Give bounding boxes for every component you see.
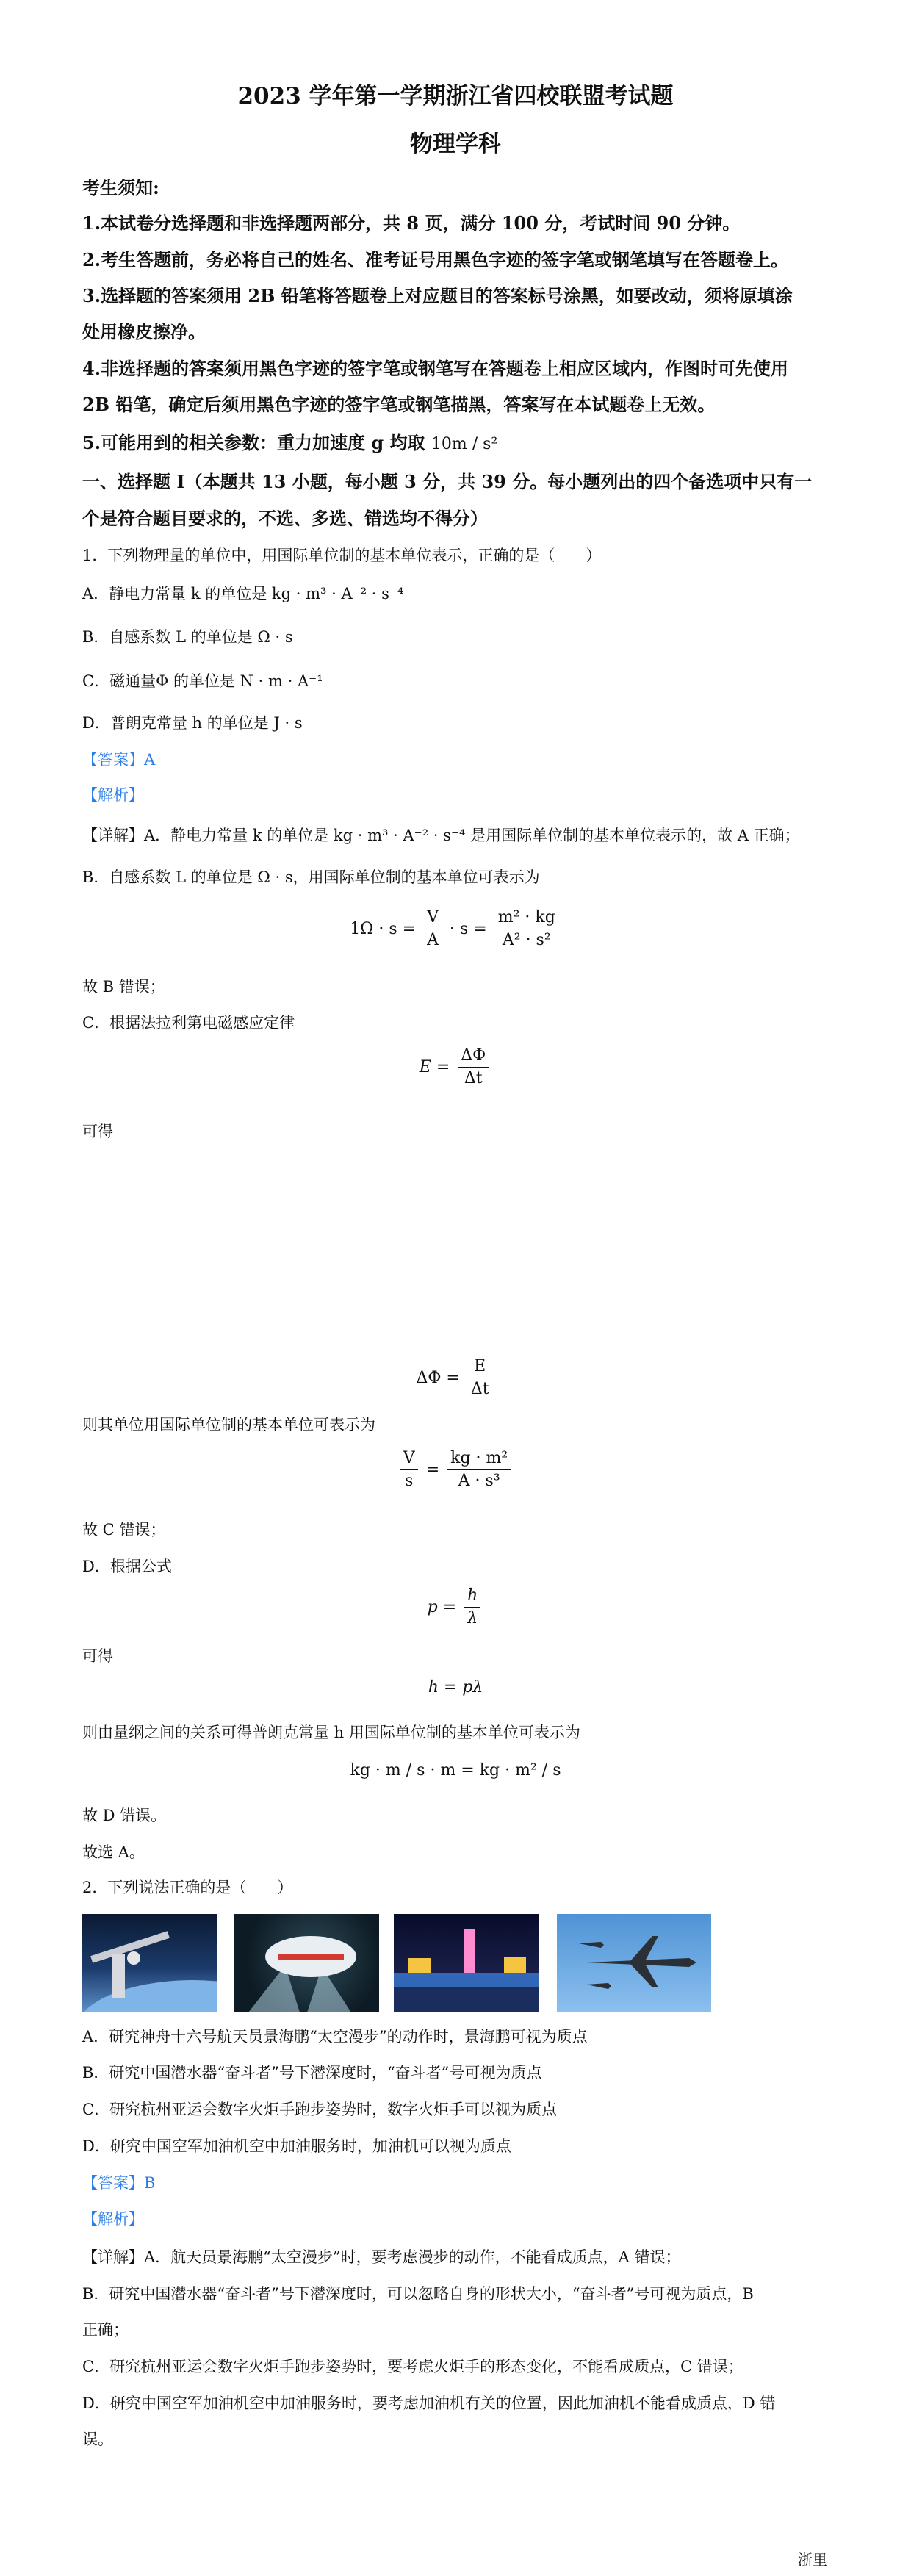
equation-faraday [0, 1046, 911, 1089]
equation-planck: h = pλ [428, 1678, 483, 1697]
gravity-value: 10m / s² [431, 435, 498, 453]
q1-analysis-label: 【解析】 [82, 786, 144, 804]
q2-option-d: D．研究中国空军加油机空中加油服务时，加油机可以视为质点 [82, 2137, 511, 2155]
notice-item-4-cont: 2B 铅笔，确定后须用黑色字迹的签字笔或钢笔描黑，答案写在本试题卷上无效。 [82, 394, 716, 415]
q1-option-c: C．磁通量Φ 的单位是 N · m · A⁻¹ [82, 672, 323, 690]
q1-d-intro: D．根据公式 [82, 1558, 172, 1575]
eq3-lhs: ΔΦ = [416, 1368, 460, 1387]
q1-c-wrong: 故 C 错误； [82, 1521, 166, 1539]
eq1-frac1-den: A [427, 931, 439, 950]
q1-c-unit: 则其单位用国际单位制的基本单位可表示为 [82, 1416, 375, 1433]
q1-d-unit: 则由量纲之间的关系可得普朗克常量 h 用国际单位制的基本单位可表示为 [82, 1724, 580, 1741]
footer-corner-text: 浙里 [798, 2551, 827, 2569]
notice-item-4: 4.非选择题的答案须用黑色字迹的签字笔或钢笔写在答题卷上相应区域内，作图时可先使用 [82, 358, 789, 379]
eq5-den: λ [467, 1609, 478, 1628]
eq1-mid: · s = [450, 919, 487, 938]
notice-item-2: 2.考生答题前，务必将自己的姓名、准考证号用黑色字迹的签字笔或钢笔填写在答题卷上。 [82, 249, 789, 270]
q1-choose: 故选 A。 [82, 1843, 145, 1861]
eq2-num: ΔΦ [458, 1046, 489, 1068]
eq4-equals: = [425, 1460, 440, 1479]
notice-item-3: 3.选择题的答案须用 2B 铅笔将答题卷上对应题目的答案标号涂黑，如要改动，须将原填涂 [82, 285, 793, 306]
q2-detail-a: 【详解】A．航天员景海鹏“太空漫步”时，要考虑漫步的动作，不能看成质点，A 错误； [82, 2248, 681, 2266]
q1-c-intro: C．根据法拉利第电磁感应定律 [82, 1014, 295, 1032]
notice-item-5 [82, 428, 497, 454]
notice-item-1: 1.本试卷分选择题和非选择题两部分，共 8 页，满分 100 分，考试时间 90 分钟。 [82, 212, 741, 234]
q2-option-a: A．研究神舟十六号航天员景海鹏“太空漫步”的动作时，景海鹏可视为质点 [82, 2028, 588, 2046]
eq5-lhs: p = [427, 1597, 457, 1616]
section-heading: 一、选择题 I（本题共 13 小题，每小题 3 分，共 39 分。每小题列出的四个备选项中只有一 [82, 471, 813, 492]
notice-heading: 考生须知: [82, 177, 159, 198]
q1-stem: 1．下列物理量的单位中，用国际单位制的基本单位表示，正确的是（ ） [82, 547, 602, 564]
notice-item-3-cont: 处用橡皮擦净。 [82, 321, 206, 342]
eq3-num: E [471, 1357, 489, 1378]
equation-momentum [0, 1586, 911, 1629]
subject-title: 物理学科 [410, 131, 501, 157]
q1-option-d: D．普朗克常量 h 的单位是 J · s [82, 714, 303, 732]
q2-analysis-label: 【解析】 [82, 2210, 144, 2228]
q1-option-b: B．自感系数 L 的单位是 Ω · s [82, 628, 293, 646]
q2-option-b: B．研究中国潜水器“奋斗者”号下潜深度时，“奋斗者”号可视为质点 [82, 2064, 542, 2082]
q1-answer: 【答案】A [82, 751, 156, 769]
notice-item-5-text: 5.可能用到的相关参数：重力加速度 g 均取 [82, 432, 425, 453]
equation-planck-unit: kg · m / s · m = kg · m² / s [350, 1761, 561, 1780]
q1-b-wrong: 故 B 错误； [82, 978, 165, 996]
equation-ohm-second [0, 908, 911, 951]
eq1-lhs: 1Ω · s = [350, 919, 417, 938]
section-heading-cont: 个是符合题目要求的，不选、多选、错选均不得分） [82, 508, 488, 529]
submersible-fendouzhe-image [234, 1914, 379, 2012]
q2-option-c: C．研究杭州亚运会数字火炬手跑步姿势时，数字火炬手可以视为质点 [82, 2101, 558, 2118]
eq3-den: Δt [470, 1380, 489, 1399]
q2-detail-c: C．研究杭州亚运会数字火炬手跑步姿势时，要考虑火炬手的形态变化，不能看成质点，C 错误； [82, 2358, 743, 2375]
q2-detail-b: B．研究中国潜水器“奋斗者”号下潜深度时，可以忽略自身的形状大小，“奋斗者”号可视为质点，B [82, 2285, 754, 2303]
q1-detail-a: 【详解】A．静电力常量 k 的单位是 kg · m³ · A⁻² · s⁻⁴ 是用国际单位制的基本单位表示的，故 A 正确； [82, 827, 800, 844]
q1-detail-b: B．自感系数 L 的单位是 Ω · s，用国际单位制的基本单位可表示为 [82, 868, 540, 886]
eq4-frac1-num: V [400, 1449, 418, 1470]
equation-flux [0, 1357, 911, 1400]
astronaut-spacewalk-image [82, 1914, 217, 2012]
q1-kede-2: 可得 [82, 1647, 113, 1665]
q2-detail-b-cont: 正确； [82, 2321, 129, 2339]
eq1-frac1-num: V [424, 908, 442, 929]
q2-answer: 【答案】B [82, 2174, 156, 2192]
equation-volt-second [0, 1449, 911, 1492]
tanker-refueling-aircraft-image [557, 1914, 711, 2012]
eq4-frac2-num: kg · m² [447, 1449, 511, 1470]
eq5-num: h [464, 1586, 480, 1608]
eq4-frac2-den: A · s³ [458, 1472, 500, 1491]
eq2-lhs: E = [419, 1057, 450, 1076]
q1-d-wrong: 故 D 错误。 [82, 1807, 167, 1824]
exam-title: 2023 学年第一学期浙江省四校联盟考试题 [237, 83, 674, 109]
q1-kede-1: 可得 [82, 1123, 113, 1140]
eq1-frac2-num: m² · kg [495, 908, 558, 929]
eq1-frac2-den: A² · s² [502, 931, 551, 950]
q2-detail-d-cont: 误。 [82, 2431, 113, 2448]
hangzhou-night-torch-image [394, 1914, 539, 2012]
q1-option-a: A．静电力常量 k 的单位是 kg · m³ · A⁻² · s⁻⁴ [82, 585, 404, 602]
eq4-frac1-den: s [405, 1472, 414, 1491]
q2-stem: 2．下列说法正确的是（ ） [82, 1879, 293, 1896]
eq2-den: Δt [464, 1069, 483, 1088]
q2-detail-d: D．研究中国空军加油机空中加油服务时，要考虑加油机有关的位置，因此加油机不能看成质点，D 错 [82, 2395, 776, 2412]
